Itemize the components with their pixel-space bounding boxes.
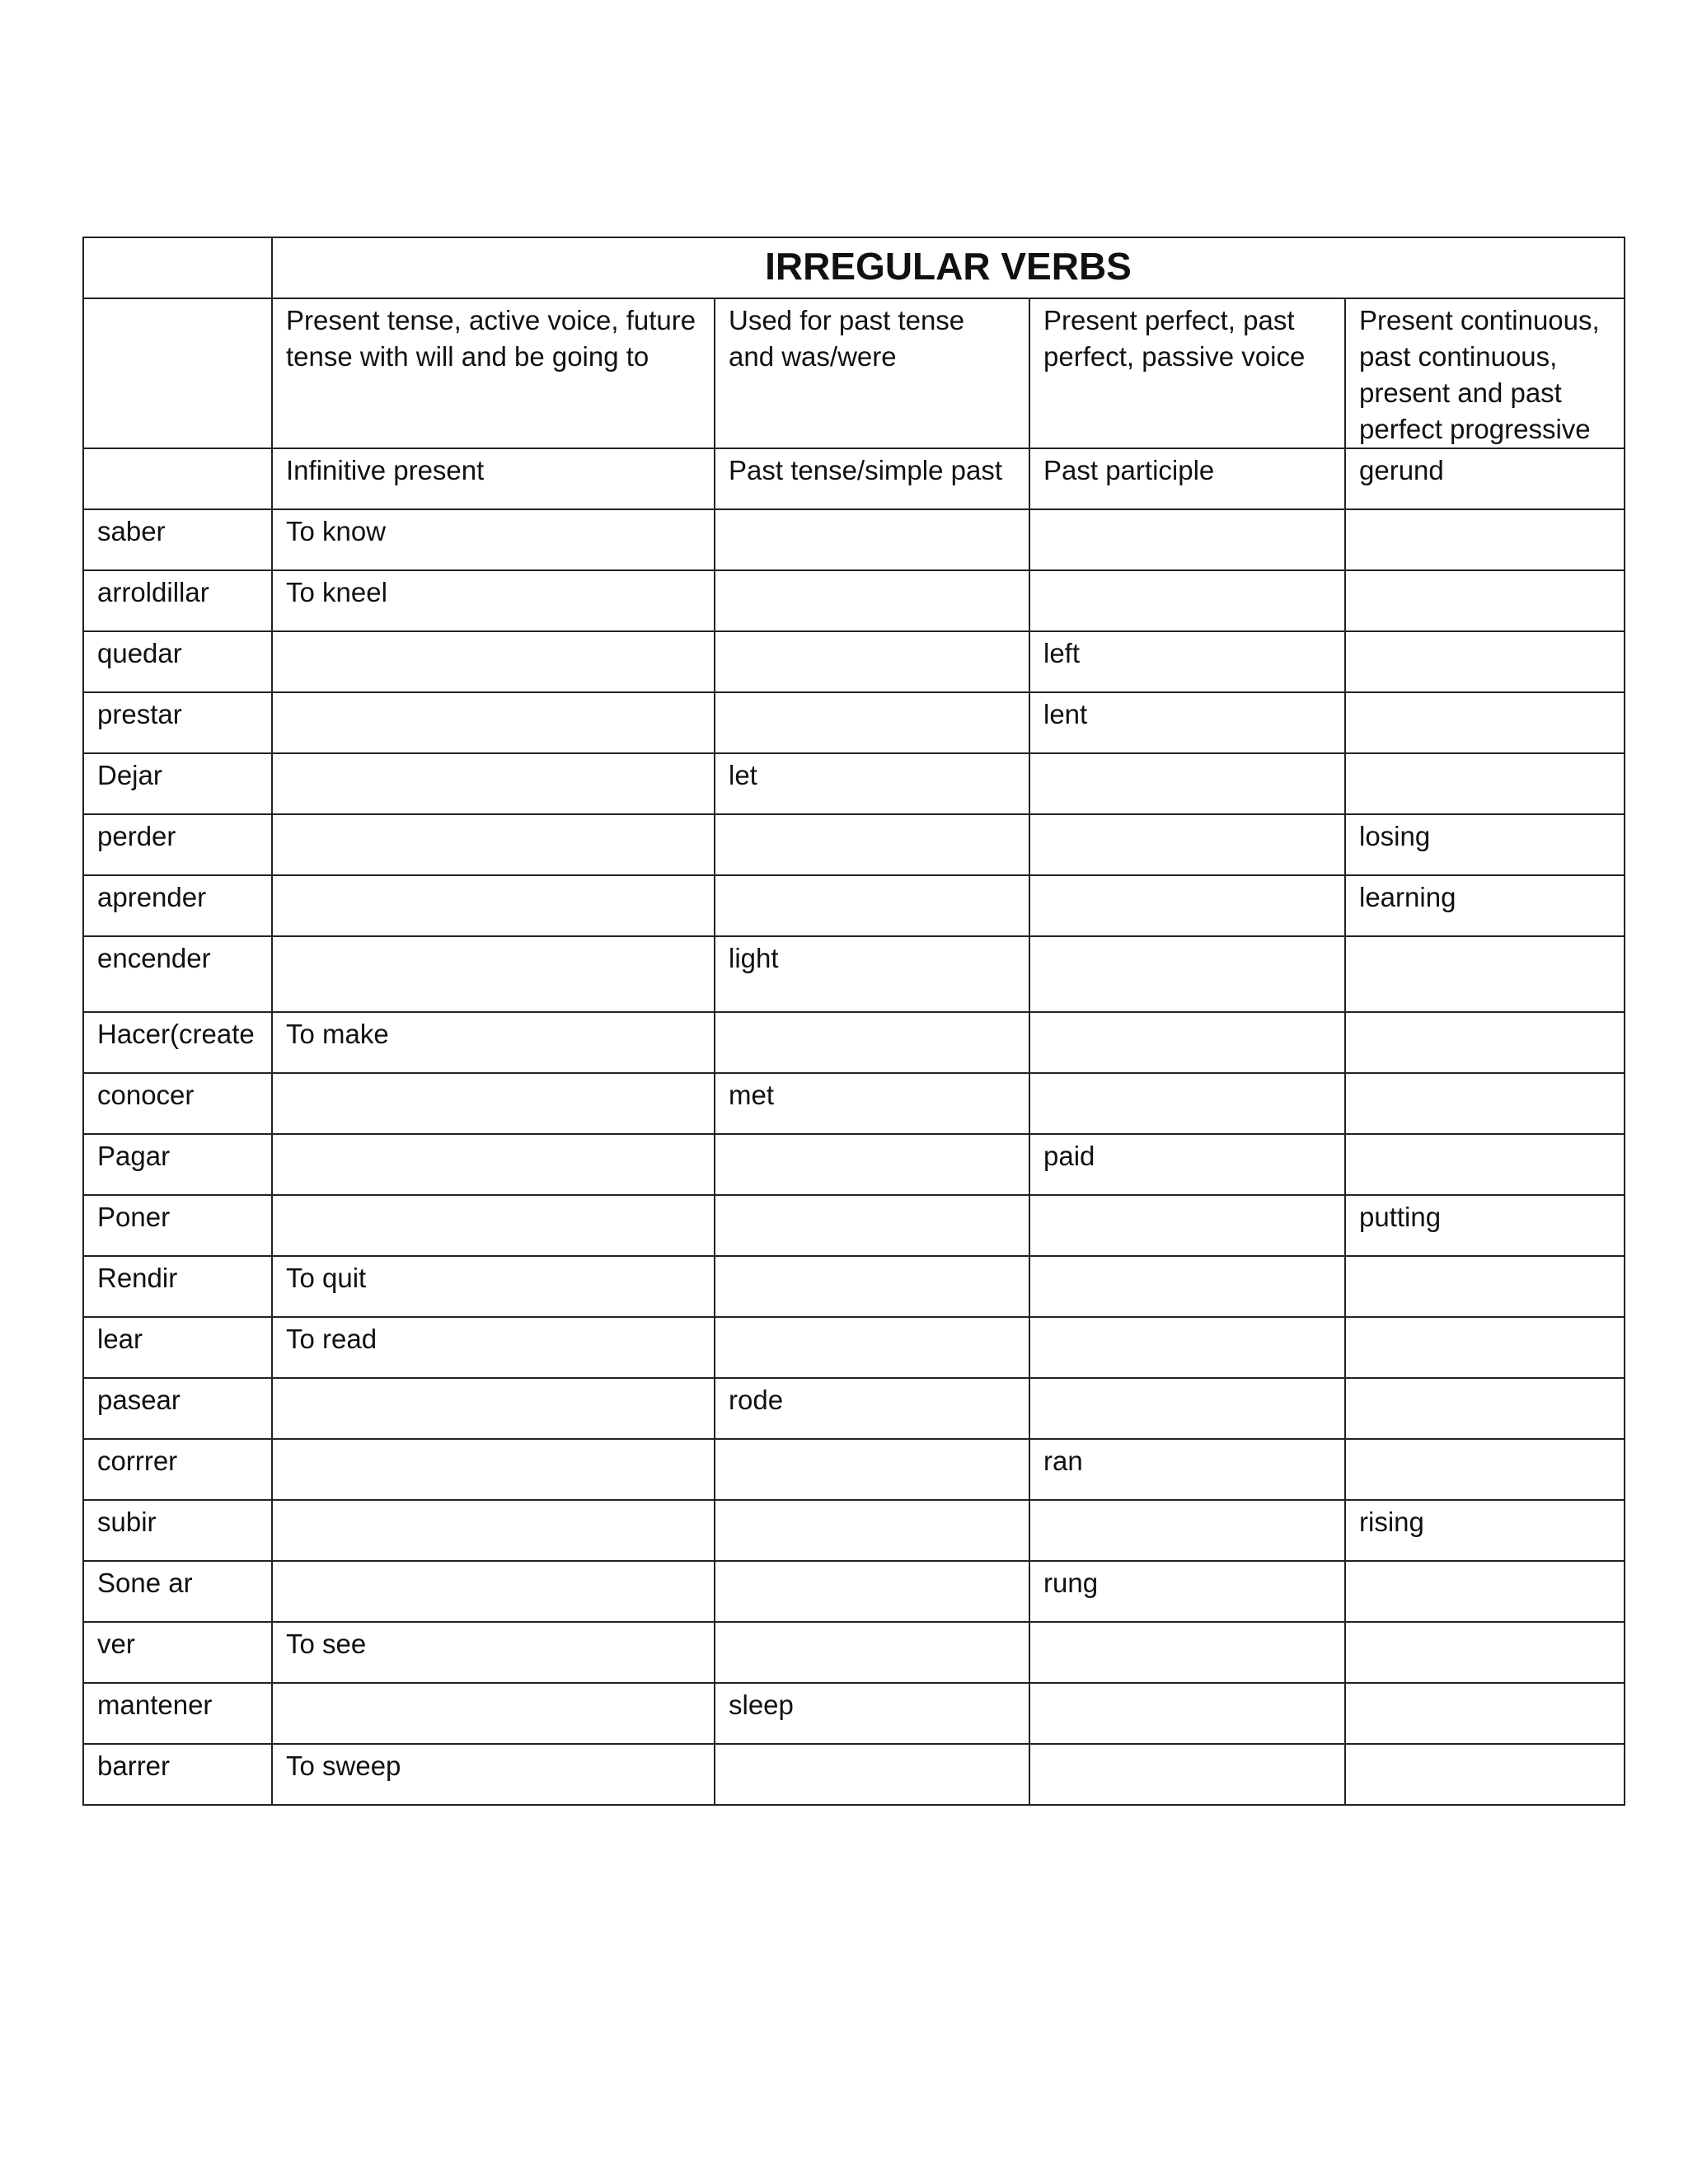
header-past: Past tense/simple past (715, 448, 1029, 509)
table-row (83, 692, 1625, 753)
cell-gerund (1345, 753, 1625, 814)
title-row (83, 237, 1625, 298)
cell-spanish-verb: Dejar (83, 753, 272, 814)
cell-participle (1029, 814, 1345, 875)
cell-participle (1029, 570, 1345, 631)
cell-spanish-verb: subir (83, 1500, 272, 1561)
cell-infinitive (272, 875, 715, 936)
cell-spanish-verb: Pagar (83, 1134, 272, 1195)
cell-past: rode (715, 1378, 1029, 1439)
cell-participle (1029, 1073, 1345, 1134)
cell-participle: rung (1029, 1561, 1345, 1622)
cell-participle (1029, 753, 1345, 814)
cell-gerund (1345, 631, 1625, 692)
table-row (83, 1500, 1625, 1561)
table-row (83, 814, 1625, 875)
cell-participle (1029, 509, 1345, 570)
cell-participle (1029, 1683, 1345, 1744)
form-row-label-cell (83, 448, 272, 509)
cell-past (715, 1744, 1029, 1805)
cell-gerund (1345, 936, 1625, 1012)
cell-participle (1029, 1622, 1345, 1683)
cell-infinitive (272, 1439, 715, 1500)
table-row (83, 1439, 1625, 1500)
table-row (83, 570, 1625, 631)
table-row (83, 1622, 1625, 1683)
cell-infinitive (272, 1134, 715, 1195)
irregular-verbs-table (82, 237, 1625, 1806)
table-row (83, 1317, 1625, 1378)
header-infinitive: Infinitive present (272, 448, 715, 509)
cell-spanish-verb: ver (83, 1622, 272, 1683)
cell-gerund (1345, 1378, 1625, 1439)
cell-past (715, 1500, 1029, 1561)
cell-spanish-verb: lear (83, 1317, 272, 1378)
table-row (83, 1195, 1625, 1256)
table-title: IRREGULAR VERBS (272, 237, 1625, 298)
cell-spanish-verb: Poner (83, 1195, 272, 1256)
table-row (83, 875, 1625, 936)
cell-past: sleep (715, 1683, 1029, 1744)
corner-cell (83, 237, 272, 298)
cell-infinitive (272, 1500, 715, 1561)
table-row (83, 753, 1625, 814)
table-row (83, 1256, 1625, 1317)
cell-gerund: putting (1345, 1195, 1625, 1256)
cell-gerund (1345, 1439, 1625, 1500)
cell-infinitive (272, 1683, 715, 1744)
table-row (83, 1561, 1625, 1622)
cell-infinitive (272, 936, 715, 1012)
cell-infinitive: To sweep (272, 1744, 715, 1805)
cell-past (715, 1195, 1029, 1256)
cell-spanish-verb: Rendir (83, 1256, 272, 1317)
cell-past (715, 509, 1029, 570)
table-row (83, 936, 1625, 1012)
cell-infinitive (272, 1561, 715, 1622)
cell-gerund: rising (1345, 1500, 1625, 1561)
table-row (83, 1012, 1625, 1073)
cell-participle (1029, 1256, 1345, 1317)
cell-past (715, 1012, 1029, 1073)
table-row (83, 1744, 1625, 1805)
cell-infinitive: To see (272, 1622, 715, 1683)
table-row (83, 1378, 1625, 1439)
cell-past (715, 1622, 1029, 1683)
cell-participle: ran (1029, 1439, 1345, 1500)
table-row (83, 1134, 1625, 1195)
cell-gerund (1345, 1622, 1625, 1683)
cell-spanish-verb: aprender (83, 875, 272, 936)
cell-gerund (1345, 570, 1625, 631)
cell-infinitive (272, 814, 715, 875)
cell-spanish-verb: Sone ar (83, 1561, 272, 1622)
cell-past (715, 1256, 1029, 1317)
description-gerund: Present continuous, past continuous, present and past perfect progressive (1345, 298, 1625, 448)
cell-spanish-verb: prestar (83, 692, 272, 753)
cell-infinitive (272, 692, 715, 753)
cell-past: light (715, 936, 1029, 1012)
table-row (83, 509, 1625, 570)
cell-participle (1029, 1378, 1345, 1439)
table-row (83, 1073, 1625, 1134)
cell-infinitive: To know (272, 509, 715, 570)
cell-gerund (1345, 1317, 1625, 1378)
cell-gerund (1345, 1134, 1625, 1195)
cell-infinitive (272, 1073, 715, 1134)
cell-infinitive: To quit (272, 1256, 715, 1317)
description-row (83, 298, 1625, 448)
cell-past (715, 875, 1029, 936)
cell-spanish-verb: Hacer(create (83, 1012, 272, 1073)
cell-gerund (1345, 1012, 1625, 1073)
cell-past (715, 814, 1029, 875)
cell-past (715, 692, 1029, 753)
cell-past: met (715, 1073, 1029, 1134)
cell-past (715, 570, 1029, 631)
cell-gerund (1345, 1256, 1625, 1317)
cell-participle (1029, 1744, 1345, 1805)
cell-spanish-verb: arroldillar (83, 570, 272, 631)
cell-past (715, 1317, 1029, 1378)
cell-participle: left (1029, 631, 1345, 692)
cell-spanish-verb: saber (83, 509, 272, 570)
table-row (83, 631, 1625, 692)
cell-past (715, 1134, 1029, 1195)
cell-gerund (1345, 692, 1625, 753)
cell-infinitive (272, 753, 715, 814)
cell-infinitive (272, 1195, 715, 1256)
description-row-label-cell (83, 298, 272, 448)
cell-past (715, 1561, 1029, 1622)
cell-participle (1029, 936, 1345, 1012)
header-participle: Past participle (1029, 448, 1345, 509)
cell-gerund: losing (1345, 814, 1625, 875)
description-past: Used for past tense and was/were (715, 298, 1029, 448)
cell-infinitive: To kneel (272, 570, 715, 631)
cell-past: let (715, 753, 1029, 814)
cell-infinitive: To make (272, 1012, 715, 1073)
cell-participle (1029, 1012, 1345, 1073)
table-row (83, 1683, 1625, 1744)
cell-spanish-verb: mantener (83, 1683, 272, 1744)
cell-infinitive (272, 1378, 715, 1439)
cell-gerund (1345, 1683, 1625, 1744)
cell-spanish-verb: pasear (83, 1378, 272, 1439)
cell-participle (1029, 875, 1345, 936)
cell-past (715, 1439, 1029, 1500)
cell-past (715, 631, 1029, 692)
cell-spanish-verb: barrer (83, 1744, 272, 1805)
cell-infinitive (272, 631, 715, 692)
description-participle: Present perfect, past perfect, passive voice (1029, 298, 1345, 448)
cell-participle (1029, 1195, 1345, 1256)
description-infinitive: Present tense, active voice, future tense with will and be going to (272, 298, 715, 448)
cell-participle (1029, 1500, 1345, 1561)
cell-infinitive: To read (272, 1317, 715, 1378)
cell-gerund: learning (1345, 875, 1625, 936)
cell-gerund (1345, 509, 1625, 570)
cell-spanish-verb: encender (83, 936, 272, 1012)
cell-participle (1029, 1317, 1345, 1378)
cell-gerund (1345, 1744, 1625, 1805)
cell-spanish-verb: quedar (83, 631, 272, 692)
cell-spanish-verb: corrrer (83, 1439, 272, 1500)
cell-gerund (1345, 1073, 1625, 1134)
cell-spanish-verb: perder (83, 814, 272, 875)
cell-participle: lent (1029, 692, 1345, 753)
header-gerund: gerund (1345, 448, 1625, 509)
cell-participle: paid (1029, 1134, 1345, 1195)
form-header-row (83, 448, 1625, 509)
cell-gerund (1345, 1561, 1625, 1622)
cell-spanish-verb: conocer (83, 1073, 272, 1134)
